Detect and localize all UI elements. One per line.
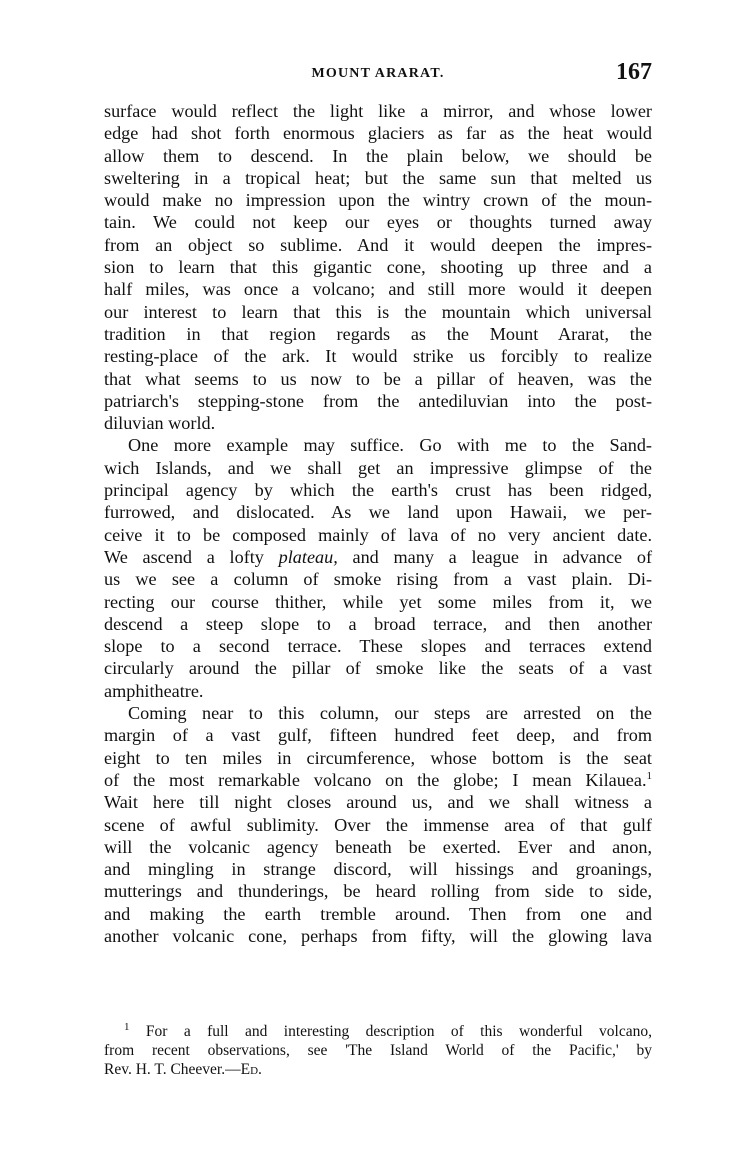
text-line: circularly around the pillar of smoke like the seats of a vast bbox=[104, 658, 652, 679]
text-line: half miles, was once a volcano; and still more would it deepen bbox=[104, 279, 652, 300]
paragraph-3 bbox=[104, 702, 652, 947]
running-head: MOUNT ARARAT. bbox=[311, 66, 445, 81]
text-line: Wait here till night closes around us, and we shall witness a bbox=[104, 792, 652, 813]
text-line: ceive it to be composed mainly of lava of no very ancient date. bbox=[104, 524, 652, 545]
text-line-mixed bbox=[104, 546, 652, 568]
footnote-number: 1 bbox=[124, 1020, 130, 1033]
footnote bbox=[104, 1022, 652, 1079]
text-line: another volcanic cone, perhaps from fifty, will the glowing lava bbox=[104, 925, 652, 946]
paragraph-1 bbox=[104, 100, 652, 434]
text-line: recting our course thither, while yet some miles from it, we bbox=[104, 591, 652, 612]
text-line: surface would reflect the light like a mirror, and whose lower bbox=[104, 101, 652, 121]
text-line: One more example may suffice. Go with me to the Sand- bbox=[128, 435, 652, 456]
text-line: tain. We could not keep our eyes or thoughts turned away bbox=[104, 212, 652, 233]
footnote-line: from recent observations, see 'The Island World of the Pacific,' by bbox=[104, 1042, 652, 1059]
text-line: sion to learn that this gigantic cone, shooting up three and a bbox=[104, 257, 652, 278]
text-line: descend a steep slope to a broad terrace, and then another bbox=[104, 613, 652, 634]
italic-term: plateau, bbox=[278, 546, 338, 567]
text-line: will the volcanic agency beneath be exerted. Ever and anon, bbox=[104, 836, 652, 857]
text-fragment: and many a league in advance of bbox=[337, 546, 653, 567]
footnote-text: Rev. H. T. Cheever.— bbox=[104, 1061, 241, 1078]
editor-abbreviation: Ed. bbox=[240, 1061, 262, 1078]
text-line: tradition in that region regards as the Mount Ararat, the bbox=[104, 323, 652, 344]
text-line: edge had shot forth enormous glaciers as far as the heat would bbox=[104, 123, 652, 144]
footnote-line bbox=[104, 1060, 652, 1079]
text-line: from an object so sublime. And it would deepen the impres- bbox=[104, 234, 652, 255]
text-line: our interest to learn that this is the mountain which universal bbox=[104, 301, 652, 322]
text-line: eight to ten miles in circumference, whose bottom is the seat bbox=[104, 747, 652, 768]
text-line: wich Islands, and we shall get an impressive glimpse of the bbox=[104, 457, 652, 478]
text-line: margin of a vast gulf, fifteen hundred feet deep, and from bbox=[104, 725, 652, 746]
text-line: resting-place of the ark. It would strike us forcibly to realize bbox=[104, 346, 652, 367]
body-text bbox=[104, 100, 652, 947]
text-fragment: We ascend a lofty bbox=[104, 546, 279, 567]
text-line: furrowed, and dislocated. As we land upon Hawaii, we per- bbox=[104, 502, 652, 523]
text-line: and mingling in strange discord, will hissings and groanings, bbox=[104, 859, 652, 880]
page-number: 167 bbox=[616, 59, 652, 85]
text-line: would make no impression upon the wintry crown of the moun- bbox=[104, 190, 652, 211]
footnote-marker[interactable]: 1 bbox=[646, 769, 652, 782]
text-line: slope to a second terrace. These slopes and terraces extend bbox=[104, 636, 652, 657]
text-line-with-note bbox=[104, 769, 652, 791]
text-line: allow them to descend. In the plain below, we should be bbox=[104, 145, 652, 166]
page-header bbox=[104, 60, 652, 92]
text-line: principal agency by which the earth's crust has been ridged, bbox=[104, 480, 652, 501]
footnote-line bbox=[104, 1022, 652, 1041]
text-line: us we see a column of smoke rising from a vast plain. Di- bbox=[104, 569, 652, 590]
text-line: amphitheatre. bbox=[104, 680, 204, 701]
text-line: diluvian world. bbox=[104, 413, 216, 434]
text-line: scene of awful sublimity. Over the immense area of that gulf bbox=[104, 814, 652, 835]
text-line: Coming near to this column, our steps are arrested on the bbox=[128, 703, 652, 724]
footnote-text: For a full and interesting description of this wonderful volcano, bbox=[129, 1023, 652, 1040]
text-fragment: of the most remarkable volcano on the globe; I mean Kilauea. bbox=[104, 769, 647, 790]
paragraph-2 bbox=[104, 434, 652, 702]
text-line: mutterings and thunderings, be heard rolling from side to side, bbox=[104, 881, 652, 902]
text-line: and making the earth tremble around. Then from one and bbox=[104, 903, 652, 924]
text-line: patriarch's stepping-stone from the antediluvian into the post- bbox=[104, 390, 652, 411]
text-line: that what seems to us now to be a pillar of heaven, was the bbox=[104, 368, 652, 389]
text-line: sweltering in a tropical heat; but the same sun that melted us bbox=[104, 167, 652, 188]
